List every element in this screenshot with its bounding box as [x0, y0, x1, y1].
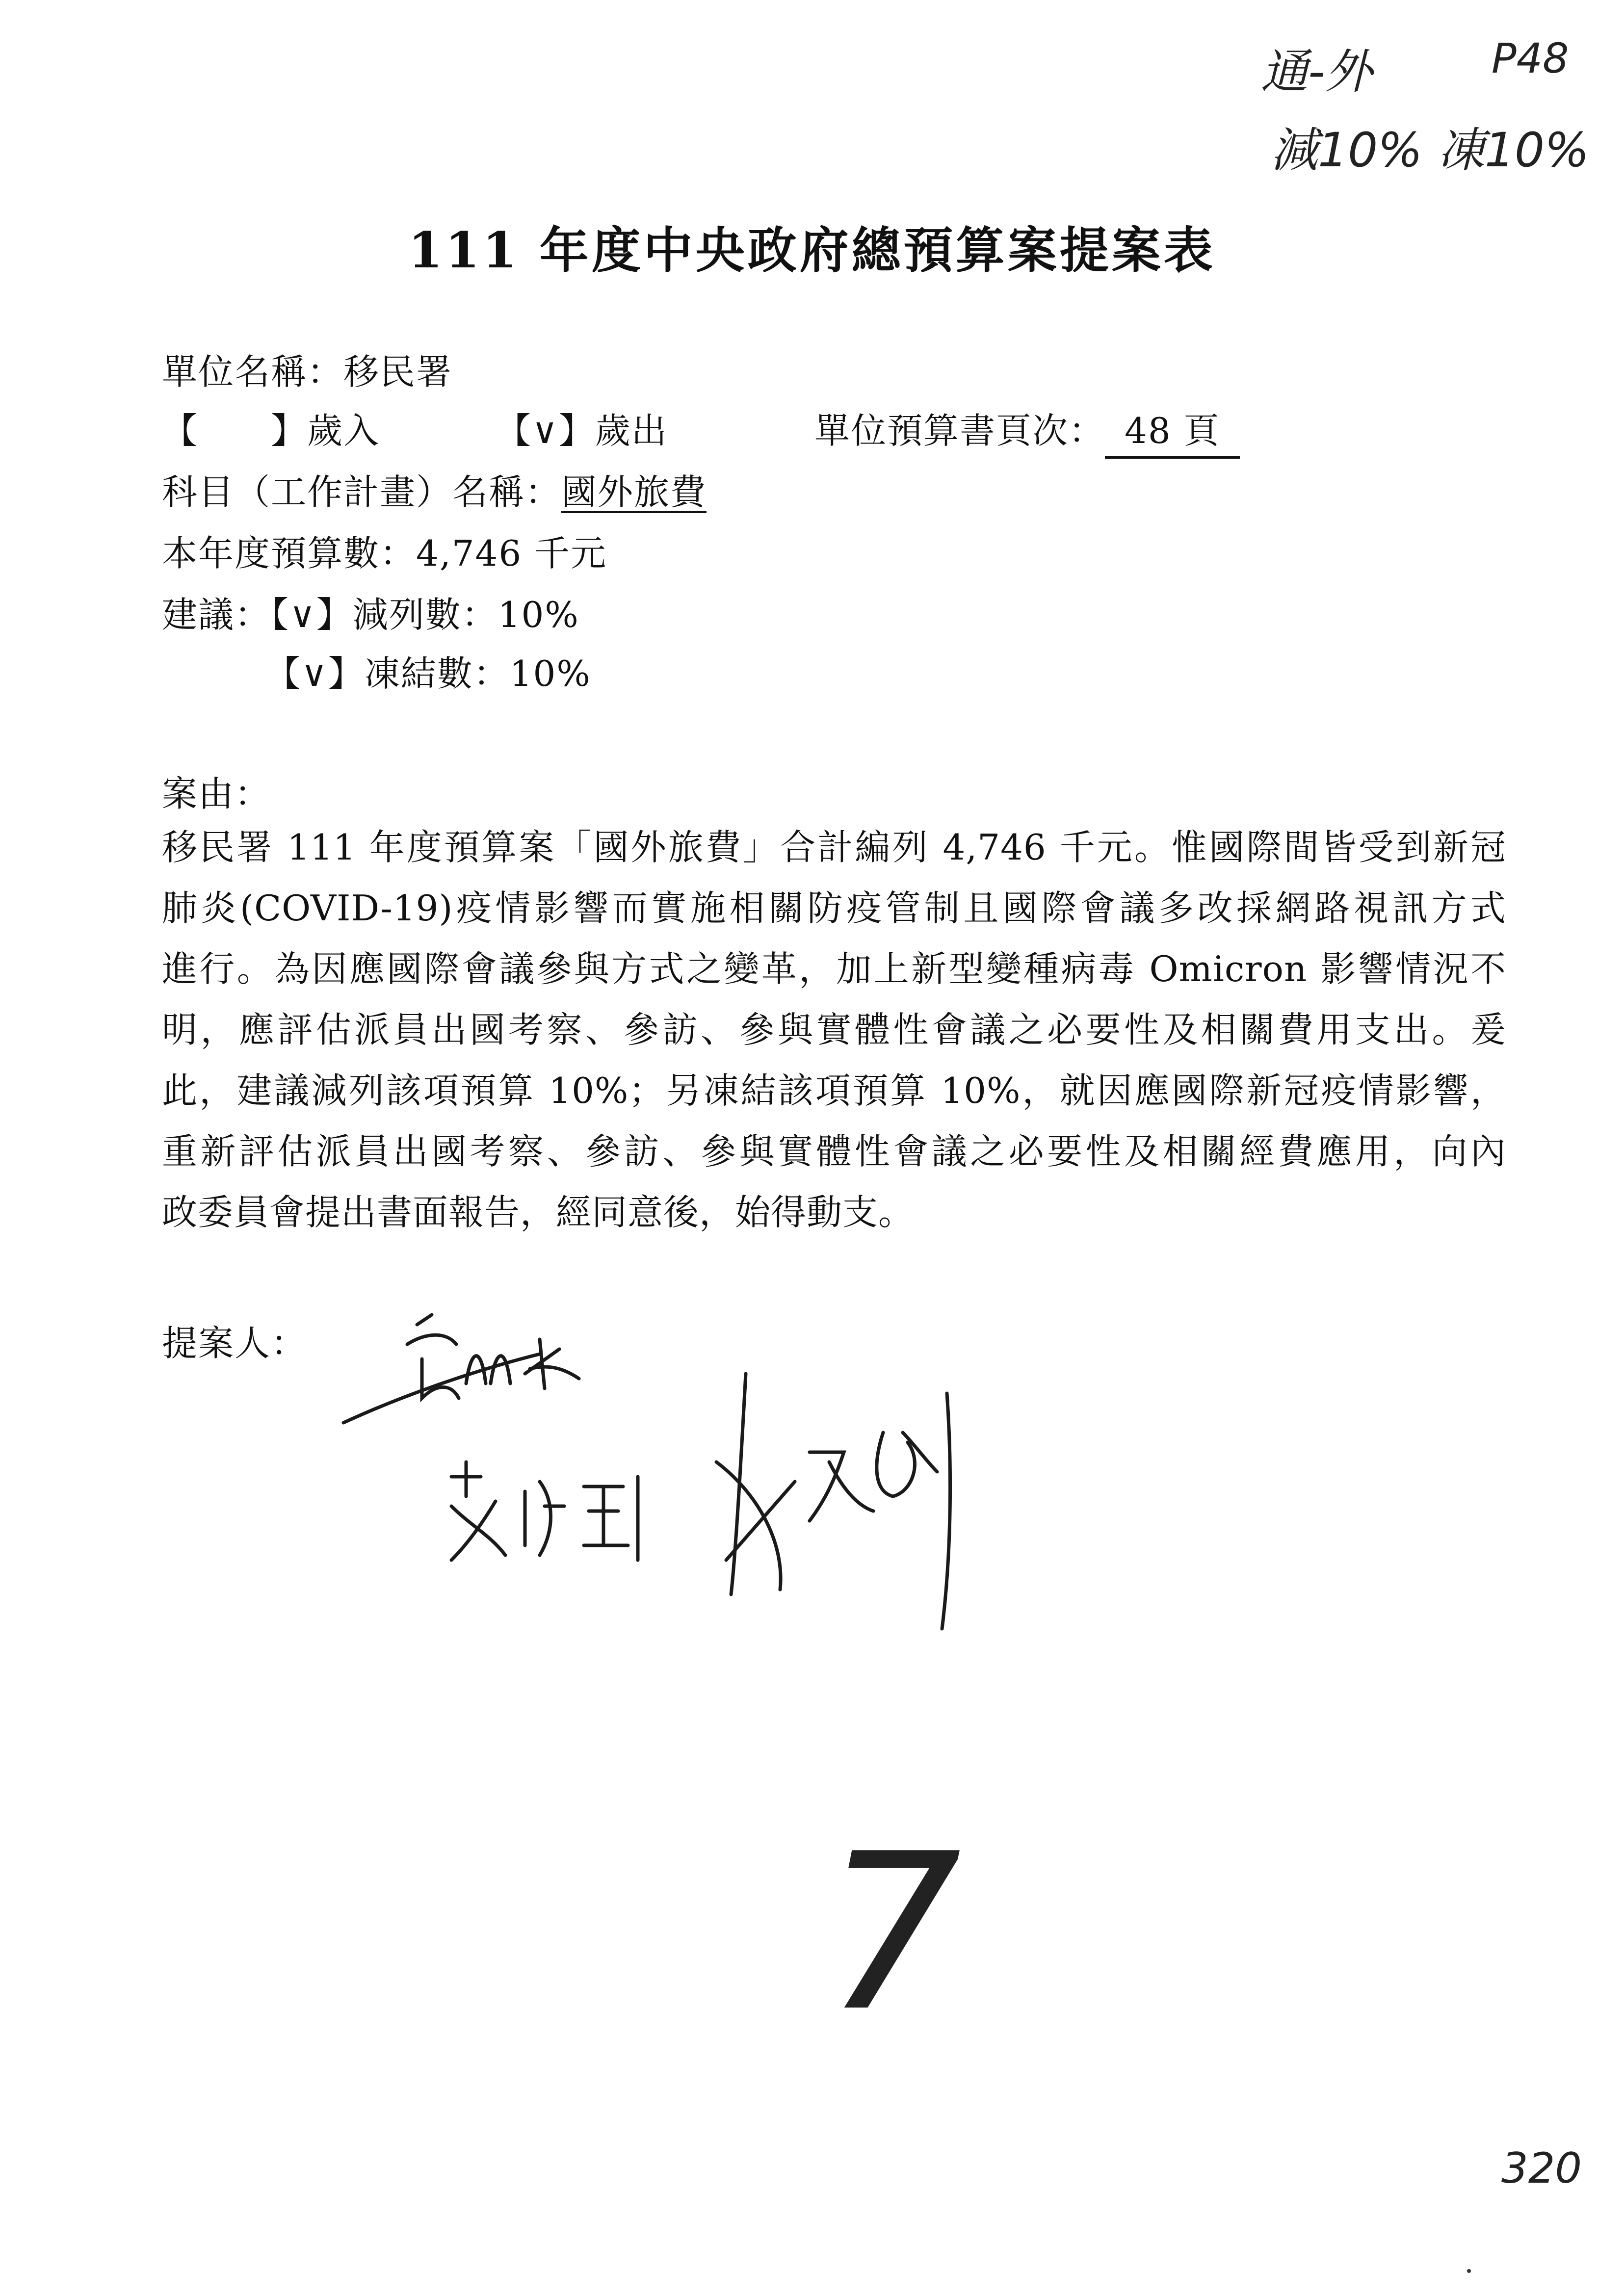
- cut-checkbox: 【∨】: [271, 594, 353, 635]
- reason-line: 進行。為因應國際會議參與方式之變革，加上新型變種病毒 Omicron 影響情況不: [162, 948, 1506, 990]
- expense-checkbox: 【∨】: [496, 410, 595, 451]
- cut-value: 10%: [498, 594, 579, 635]
- subject-value: 國外旅費: [561, 471, 707, 513]
- page-row: [814, 402, 1240, 459]
- revenue-checkbox: 【 】: [162, 410, 308, 451]
- suggestion-label: 建議：: [162, 594, 271, 635]
- signature-3-icon: [697, 1364, 971, 1639]
- budget-value: 4,746 千元: [416, 533, 607, 574]
- reason-line: 移民署 111 年度預算案「國外旅費」合計編列 4,746 千元。惟國際間皆受到新冠: [162, 827, 1506, 868]
- reason-body: [162, 817, 1506, 1243]
- signature-2-icon: [442, 1447, 662, 1570]
- expense-row: [496, 402, 668, 453]
- freeze-label: 凍結數：: [364, 653, 510, 694]
- cut-label: 減列數：: [352, 594, 498, 635]
- reason-line: 此，建議減列該項預算 10%；另凍結該項預算 10%，就因應國際新冠疫情影響，: [162, 1070, 1506, 1111]
- reason-line: 重新評估派員出國考察、參訪、參與實體性會議之必要性及相關經費應用，向內: [162, 1131, 1506, 1172]
- type-row: [162, 402, 380, 453]
- subject-label: 科目（工作計畫）名稱：: [162, 471, 562, 513]
- reason-line: 肺炎(COVID-19)疫情影響而實施相關防疫管制且國際會議多改採網路視訊方式: [162, 887, 1506, 929]
- suggestion-cut-row: [162, 586, 579, 637]
- unit-label: 單位名稱：: [162, 351, 344, 392]
- signature-1-icon: [334, 1285, 638, 1433]
- handwritten-note-page-ref: P48: [1492, 34, 1569, 82]
- revenue-label: 歲入: [307, 410, 380, 451]
- page-value: 48 頁: [1105, 402, 1240, 459]
- handwritten-page-number: 7: [824, 1807, 962, 2059]
- reason-line: 明，應評估派員出國考察、參訪、參與實體性會議之必要性及相關費用支出。爰: [162, 1009, 1506, 1050]
- proposer-label: 提案人：: [162, 1323, 308, 1364]
- handwritten-corner-number: 320: [1501, 2144, 1582, 2193]
- handwritten-note-line1: 通-外: [1261, 44, 1372, 99]
- suggestion-freeze-row: [265, 645, 591, 696]
- reason-line: 政委員會提出書面報告，經同意後，始得動支。: [162, 1192, 915, 1233]
- handwritten-note-line2: 減10% 凍10%: [1271, 123, 1590, 178]
- reason-label: 案由：: [162, 773, 271, 814]
- freeze-value: 10%: [509, 653, 591, 694]
- scan-speck: [1467, 2269, 1471, 2273]
- unit-row: [162, 343, 452, 394]
- expense-label: 歲出: [595, 410, 668, 451]
- budget-row: [162, 525, 607, 576]
- document-title: 111 年度中央政府總預算案提案表: [408, 221, 1216, 279]
- budget-label: 本年度預算數：: [162, 533, 417, 574]
- unit-value: 移民署: [343, 351, 453, 392]
- page-label: 單位預算書頁次：: [814, 410, 1105, 451]
- subject-row: [162, 464, 707, 515]
- freeze-checkbox: 【∨】: [265, 653, 365, 694]
